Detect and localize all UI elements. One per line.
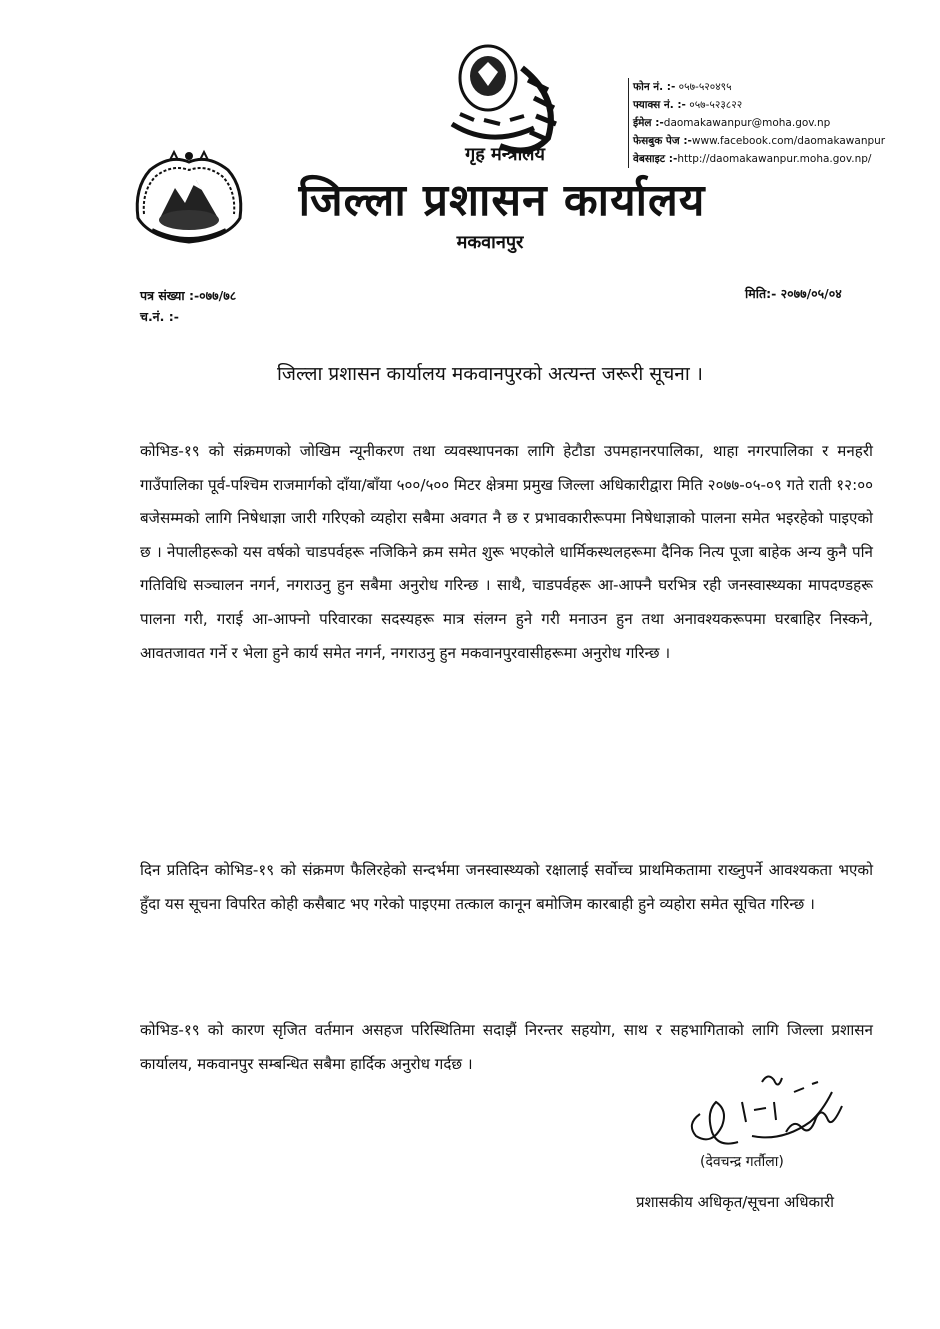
contact-block [628,78,933,168]
office-title: जिल्ला प्रशासन कार्यालय [298,175,706,226]
notice-title: जिल्ला प्रशासन कार्यालय मकवानपुरको अत्यन्त जरूरी सूचना । [277,363,703,385]
notice-paragraph-2: दिन प्रतिदिन कोभिड-१९ को संक्रमण फैलिरहेको सन्दर्भमा जनस्वास्थ्यको रक्षालाई सर्वोच्च प्राथमिकतामा राख्नुपर्ने आवश्यकता भएको हुँदा यस सूचना विपरित कोही कसैबाट भए गरेको पाइएमा तत्काल कानून बमोजिम कारबाही हुने व्यहोरा समेत सूचित गरिन्छ । [140,861,873,913]
notice-paragraph-1: कोभिड-१९ को संक्रमणको जोखिम न्यूनीकरण तथा व्यवस्थापनका लागि हेटौडा उपमहानरपालिका, थाहा नगरपालिका र मनहरी गाउँपालिका पूर्व-पश्चिम राजमार्गको दाँया/बाँया ५००/५०० मिटर क्षेत्रमा प्रमुख जिल्ला अधिकारीद्वारा मिति २०७७-०५-०९ गते राती १२:०० बजेसम्मको लागि निषेधाज्ञा जारी गरिएको व्यहोरा सबैमा अवगत नै छ र प्रभावकारीरूपमा निषेधाज्ञाको पालना समेत भइरहेको पाइएको छ । नेपालीहरूको यस वर्षको चाडपर्वहरू नजिकिने क्रम समेत शुरू भएकोले धार्मिकस्थलहरूमा दैनिक नित्य पूजा बाहेक अन्य कुनै पनि गतिविधि सञ्चालन नगर्न, नगराउनु हुन सबैमा अनुरोध गरिन्छ । साथै, चाडपर्वहरू आ-आफ्नै घरभित्र रही जनस्वास्थ्यका मापदण्डहरू पालना गरी, गराई आ-आफ्नो परिवारका सदस्यहरू मात्र संलग्न हुने गरी मनाउन हुन तथा अनावश्यकरूपमा घरबाहिर निस्कने, आवतजावत गर्ने र भेला हुने कार्य समेत नगर्न, नगराउनु हुन मकवानपुरवासीहरूमा अनुरोध गरिन्छ । [140,442,873,662]
contact-fax [633,96,933,114]
facebook-label: फेसबुक पेज :- [633,135,692,147]
signatory-name: (देवचन्द्र गर्तौला) [700,1154,784,1170]
reference-number: पत्र संख्या :-०७७/७८ [140,288,237,303]
website-value: http://daomakawanpur.moha.gov.np/ [677,153,872,165]
contact-facebook [633,132,933,150]
facebook-value: www.facebook.com/daomakawanpur [691,135,886,147]
nepal-emblem-icon [130,148,248,248]
phone-value: ०५७-५२०४९५ [678,81,732,93]
fax-label: फ्याक्स नं. :- [633,99,686,111]
contact-email [633,114,933,132]
email-label: ईमेल :- [633,117,664,129]
phone-label: फोन नं. :- [633,81,676,93]
email-value: daomakawanpur@moha.gov.np [663,117,831,129]
fax-value: ०५७-५२३८२२ [689,99,743,111]
district-name: मकवानपुर [456,232,524,253]
notice-paragraph-3: कोभिड-१९ को कारण सृजित वर्तमान असहज परिस्थितिमा सदाझैं निरन्तर सहयोग, साथ र सहभागिताको लागि जिल्ला प्रशासन कार्यालय, मकवानपुर सम्बन्धित सबैमा हार्दिक अनुरोध गर्दछ । [140,1021,873,1073]
website-label: वेबसाइट :- [633,153,678,165]
contact-phone [633,78,933,96]
letter-date: मिति:- २०७७/०५/०४ [745,286,842,301]
handwritten-signature [682,1062,852,1152]
ministry-name: गृह मन्त्रालय [465,144,545,165]
contact-website [633,150,933,168]
dispatch-number: च.नं. :- [140,309,179,324]
signatory-title: प्रशासकीय अधिकृत/सूचना अधिकारी [636,1193,834,1211]
